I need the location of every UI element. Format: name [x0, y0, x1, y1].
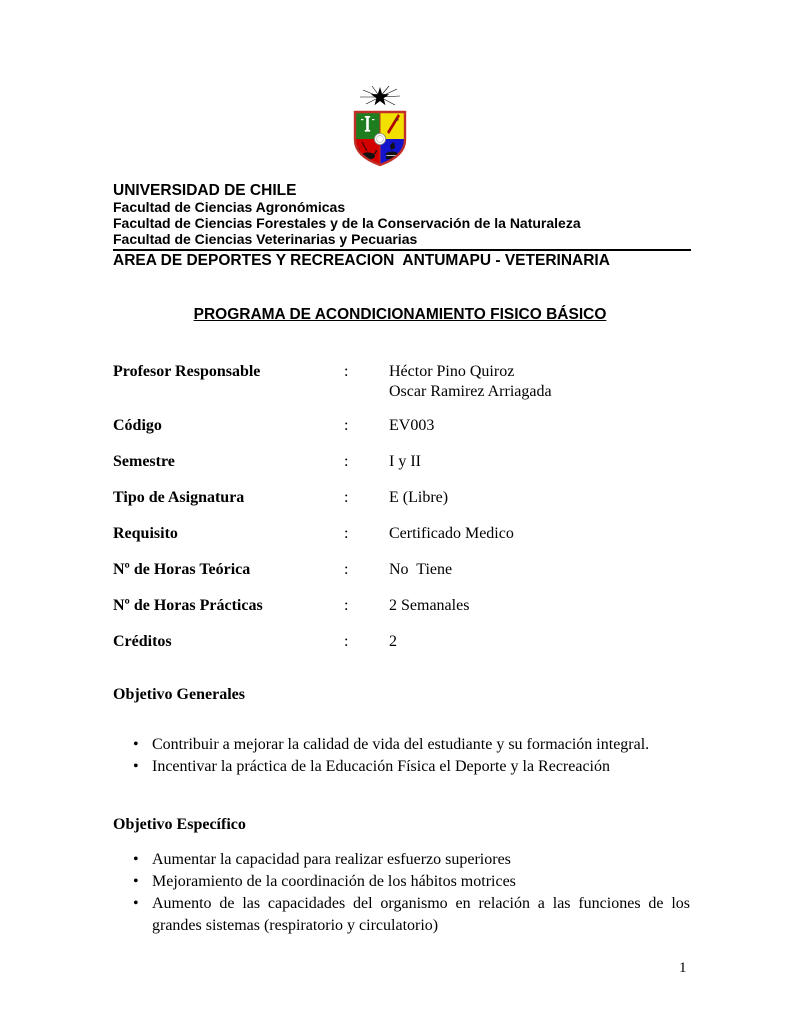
field-row-creditos — [113, 632, 691, 652]
field-value: Certificado Medico — [389, 525, 514, 542]
field-label: Código — [113, 417, 162, 434]
objetivo-generales-list — [133, 734, 690, 778]
field-value: EV003 — [389, 417, 435, 434]
university-crest-logo — [345, 84, 415, 170]
list-item-text: Incentivar la práctica de la Educación Física el Deporte y la Recreación — [152, 758, 610, 775]
field-label: Profesor Responsable — [113, 363, 261, 380]
course-info-fields — [113, 362, 691, 668]
list-item — [133, 734, 690, 756]
bullet-icon: • — [133, 736, 139, 753]
field-colon: : — [344, 561, 349, 578]
field-colon: : — [344, 525, 349, 542]
field-value: Héctor Pino Quiroz — [389, 363, 515, 380]
field-row-semestre — [113, 452, 691, 472]
page-title: PROGRAMA DE ACONDICIONAMIENTO FISICO BÁSICO — [193, 306, 607, 323]
field-value: I y II — [389, 453, 421, 470]
field-label: Requisito — [113, 525, 178, 542]
field-row-codigo — [113, 416, 691, 436]
field-value-line2: Oscar Ramirez Arriagada — [389, 383, 552, 400]
field-label: Créditos — [113, 633, 172, 650]
list-item-text: Mejoramiento de la coordinación de los hábitos motrices — [152, 873, 516, 890]
field-row-requisito — [113, 524, 691, 544]
bullet-icon: • — [133, 758, 139, 775]
field-value: 2 Semanales — [389, 597, 470, 614]
field-row-horas-practicas — [113, 596, 691, 616]
letterhead — [113, 182, 691, 269]
field-colon: : — [344, 363, 349, 380]
field-colon: : — [344, 417, 349, 434]
list-item — [133, 893, 690, 937]
field-label: Nº de Horas Teórica — [113, 561, 251, 578]
bullet-icon: • — [133, 895, 139, 912]
faculty-line: Facultad de Ciencias Veterinarias y Pecuarias — [113, 231, 418, 247]
bullet-icon: • — [133, 851, 139, 868]
faculty-list — [113, 199, 691, 251]
bullet-icon: • — [133, 873, 139, 890]
list-item — [133, 849, 690, 871]
list-item — [133, 756, 690, 778]
list-item-text: Aumentar la capacidad para realizar esfuerzo superiores — [152, 851, 511, 868]
field-row-profesor — [113, 362, 691, 402]
center-medallion — [374, 133, 385, 144]
field-colon: : — [344, 633, 349, 650]
field-value: 2 — [389, 633, 397, 650]
field-colon: : — [344, 489, 349, 506]
star-icon — [371, 87, 389, 105]
field-row-horas-teorica — [113, 560, 691, 580]
area-department-line: AREA DE DEPORTES Y RECREACION ANTUMAPU - VETERINARIA — [113, 252, 610, 269]
list-item-text: Contribuir a mejorar la calidad de vida del estudiante y su formación integral. — [152, 736, 650, 753]
section-heading-objetivo-generales: Objetivo Generales — [113, 686, 245, 703]
university-name: UNIVERSIDAD DE CHILE — [113, 182, 297, 199]
field-label: Tipo de Asignatura — [113, 489, 245, 506]
field-row-tipo-asignatura — [113, 488, 691, 508]
field-value: E (Libre) — [389, 489, 449, 506]
objetivo-especifico-list — [133, 849, 690, 937]
faculty-line: Facultad de Ciencias Forestales y de la Conservación de la Naturaleza — [113, 215, 581, 231]
section-heading-objetivo-especifico: Objetivo Específico — [113, 816, 246, 833]
page-number: 1 — [679, 960, 687, 976]
field-label: Nº de Horas Prácticas — [113, 597, 263, 614]
field-colon: : — [344, 453, 349, 470]
field-colon: : — [344, 597, 349, 614]
list-item-text: Aumento de las capacidades del organismo en relación a las funciones de los grandes sistemas (respiratorio y circulatorio) — [152, 895, 690, 934]
faculty-line: Facultad de Ciencias Agronómicas — [113, 199, 346, 215]
list-item — [133, 871, 690, 893]
field-label: Semestre — [113, 453, 175, 470]
field-value: No Tiene — [389, 561, 453, 578]
